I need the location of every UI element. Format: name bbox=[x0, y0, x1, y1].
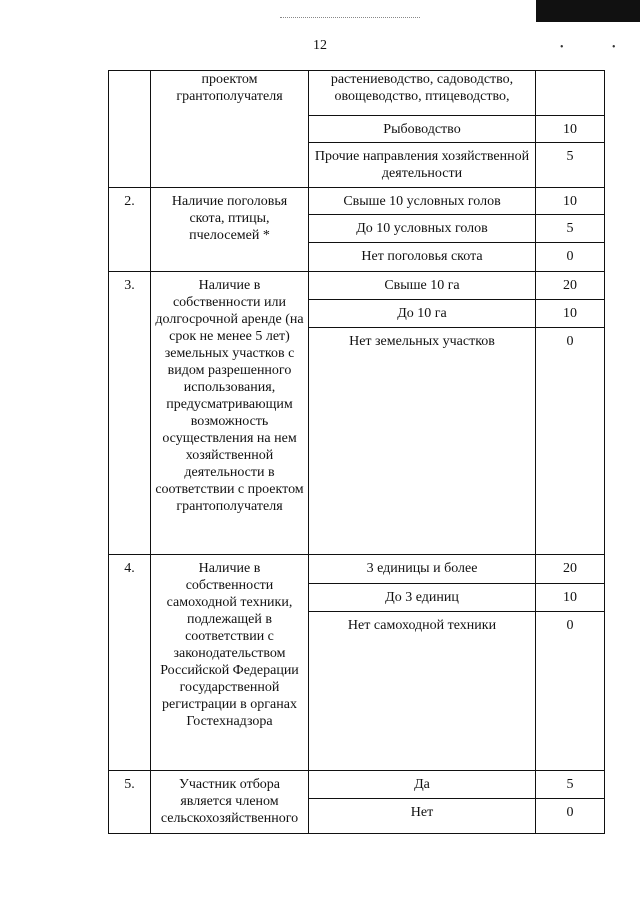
row-number bbox=[109, 71, 151, 188]
option-points bbox=[536, 71, 605, 116]
scan-speck: • bbox=[560, 42, 564, 53]
option-label: Свыше 10 условных голов bbox=[309, 188, 536, 215]
option-label: Свыше 10 га bbox=[309, 272, 536, 300]
option-points: 10 bbox=[536, 188, 605, 215]
option-label: Нет самоходной техники bbox=[309, 612, 536, 771]
criterion-name: Участник отбора является членом сельскохозяйственного bbox=[151, 771, 309, 834]
table-row bbox=[109, 188, 605, 215]
option-points: 10 bbox=[536, 116, 605, 143]
option-points: 0 bbox=[536, 799, 605, 834]
option-label: Прочие направления хозяйственной деятельности bbox=[309, 143, 536, 188]
criteria-table bbox=[108, 70, 605, 834]
option-points: 0 bbox=[536, 612, 605, 771]
row-number: 5. bbox=[109, 771, 151, 834]
row-number: 3. bbox=[109, 272, 151, 555]
table-row bbox=[109, 71, 605, 116]
table-row bbox=[109, 771, 605, 799]
row-number: 4. bbox=[109, 555, 151, 771]
option-label: До 3 единиц bbox=[309, 584, 536, 612]
option-label: Нет поголовья скота bbox=[309, 243, 536, 272]
option-points: 0 bbox=[536, 243, 605, 272]
option-label: 3 единицы и более bbox=[309, 555, 536, 584]
option-points: 10 bbox=[536, 584, 605, 612]
option-points: 20 bbox=[536, 555, 605, 584]
scan-artifact-bar bbox=[536, 0, 640, 22]
option-label: Да bbox=[309, 771, 536, 799]
row-number: 2. bbox=[109, 188, 151, 272]
table-row bbox=[109, 555, 605, 584]
option-label: До 10 га bbox=[309, 300, 536, 328]
scan-artifact-header bbox=[280, 17, 420, 20]
table-row bbox=[109, 272, 605, 300]
option-points: 5 bbox=[536, 771, 605, 799]
scan-speck: • bbox=[612, 42, 616, 53]
option-label: До 10 условных голов bbox=[309, 215, 536, 243]
option-points: 5 bbox=[536, 215, 605, 243]
criterion-name: Наличие поголовья скота, птицы, пчелосемей * bbox=[151, 188, 309, 272]
option-points: 10 bbox=[536, 300, 605, 328]
option-label: Рыбоводство bbox=[309, 116, 536, 143]
option-points: 0 bbox=[536, 328, 605, 555]
option-label: растениеводство, садоводство, овощеводство, птицеводство, bbox=[309, 71, 536, 116]
criterion-name: Наличие в собственности самоходной техники, подлежащей в соответствии с законодательством Российской Федерации государственной регистрации в органах Гостехнадзора bbox=[151, 555, 309, 771]
option-label: Нет земельных участков bbox=[309, 328, 536, 555]
option-label: Нет bbox=[309, 799, 536, 834]
option-points: 5 bbox=[536, 143, 605, 188]
option-points: 20 bbox=[536, 272, 605, 300]
page-number: 12 bbox=[313, 38, 327, 53]
criterion-name: проектом грантополучателя bbox=[151, 71, 309, 188]
criterion-name: Наличие в собственности или долгосрочной аренде (на срок не менее 5 лет) земельных участков с видом разрешенного использования, предусматривающим возможность осуществления на нем хозяйственной деятельности в соответствии с проектом грантополучателя bbox=[151, 272, 309, 555]
